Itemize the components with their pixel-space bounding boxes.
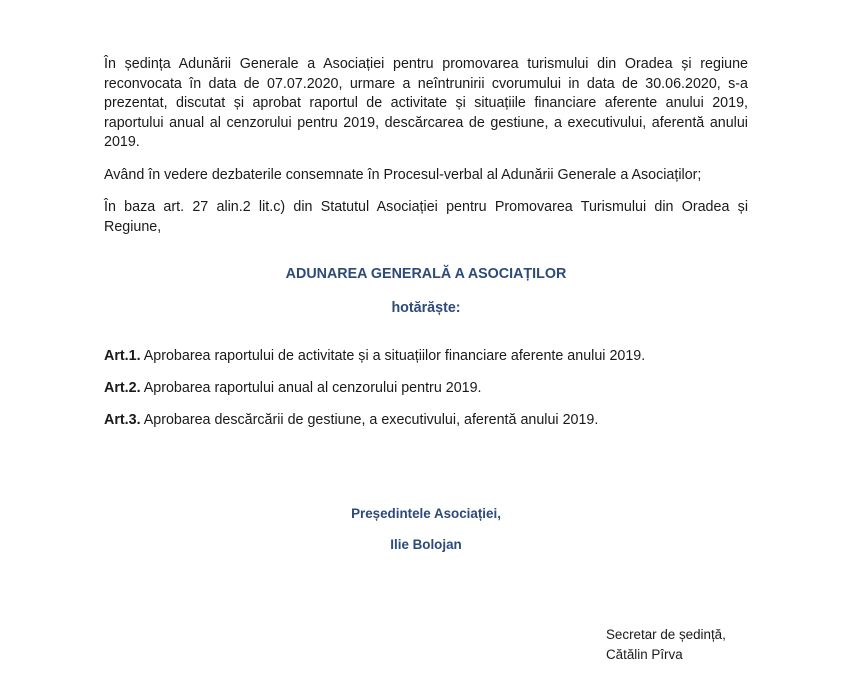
article-2-number: Art.2. <box>104 380 141 396</box>
president-name: Ilie Bolojan <box>390 537 462 552</box>
president-role: Președintele Asociației, <box>351 506 501 521</box>
article-1 <box>104 348 748 364</box>
article-2 <box>104 380 748 396</box>
article-1-text: Aprobarea raportului de activitate și a situațiilor financiare aferente anului 2019. <box>140 348 646 364</box>
article-3-number: Art.3. <box>104 412 141 428</box>
assembly-heading: ADUNAREA GENERALĂ A ASOCIAȚILOR <box>285 266 567 282</box>
intro-paragraph-1: În ședința Adunării Generale a Asociației pentru promovarea turismului din Oradea și regiune reconvocata în data de 07.07.2020, urmare a neîntrunirii cvorumului in data de 30.06.2020, s-a prezentat, discutat și aprobat raportul de activitate și situațiile financiare aferente anului 2019, raportului anual al cenzorului pentru 2019, descărcarea de gestiune, a executivului, aferentă anului 2019. <box>104 56 748 151</box>
article-2-text: Aprobarea raportului anual al cenzorului pentru 2019. <box>140 380 482 396</box>
secretary-name: Cătălin Pîrva <box>606 647 683 662</box>
intro-paragraph-2: Având în vedere dezbaterile consemnate în Procesul-verbal al Adunării Generale a Asociaților; <box>104 167 702 183</box>
decides-heading: hotărăște: <box>391 300 461 316</box>
article-3 <box>104 412 748 428</box>
intro-paragraph-3: În baza art. 27 alin.2 lit.c) din Statutul Asociației pentru Promovarea Turismului din Oradea și Regiune, <box>104 199 748 235</box>
article-3-text: Aprobarea descărcării de gestiune, a executivului, aferentă anului 2019. <box>140 412 599 428</box>
article-1-number: Art.1. <box>104 348 141 364</box>
secretary-role: Secretar de ședință, <box>606 627 726 642</box>
